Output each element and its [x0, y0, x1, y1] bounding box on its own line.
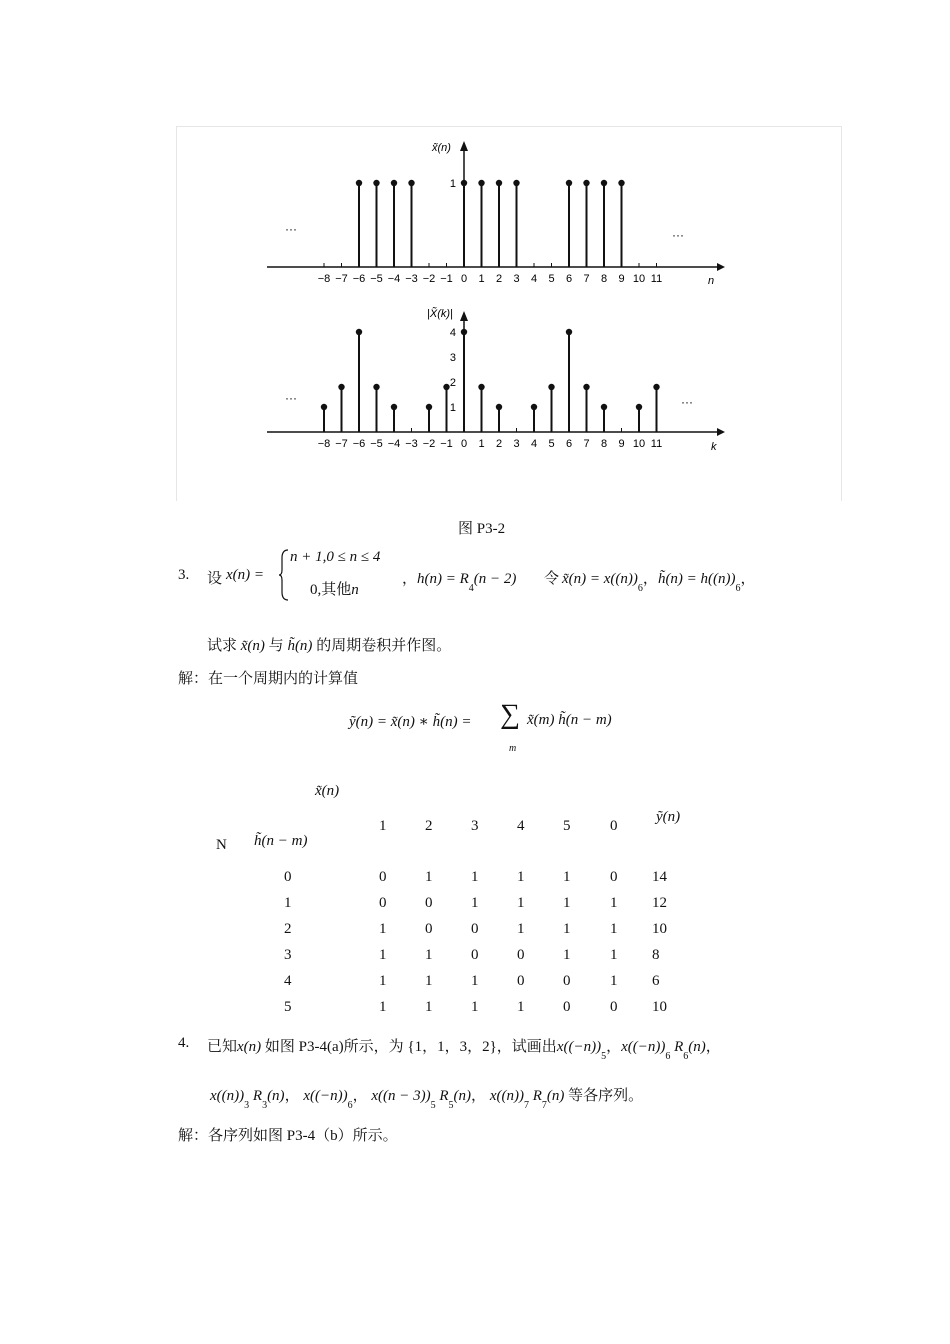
top-tick-label-3: −5	[370, 273, 383, 285]
p4-e6t: (n)	[546, 1088, 565, 1104]
top-stem-dot-10	[601, 180, 607, 186]
bottom-xlabel: k	[711, 441, 717, 453]
bot-tick-label-6: −2	[422, 438, 436, 450]
xt-def: x̃(n) = x((n))	[562, 571, 638, 587]
ask-x: x̃(n)	[240, 638, 265, 654]
top-stem-dot-3	[408, 180, 414, 186]
bot-stem-dot-12	[566, 329, 572, 335]
bot-tick-label-12: 4	[530, 438, 538, 450]
problem3-xt-def: x̃(n) = $x((n))_6$，h̃(n) = $h((n))_6$，	[562, 571, 756, 594]
p4-e5r: R	[439, 1088, 449, 1104]
top-stem-dot-1	[373, 180, 379, 186]
h-cell: 1	[471, 973, 479, 989]
top-tick-label-11: 3	[513, 273, 520, 285]
h-cell: 1	[610, 921, 618, 937]
h-cell: 1	[610, 947, 618, 963]
problem4-solution: 解：各序列如图 P3-4（b）所示。	[178, 1128, 398, 1144]
bot-stem-dot-13	[583, 384, 589, 390]
h-cell: 1	[563, 921, 571, 937]
row-index: 5	[284, 999, 292, 1015]
bottom-ellipsis-right: ···	[681, 395, 693, 409]
figure-caption: 图 P3-2	[458, 521, 506, 537]
p4-e2t: (n)	[688, 1039, 706, 1055]
piecewise-case2-text: 0,其他	[310, 582, 352, 598]
top-tick-label-19: 11	[650, 273, 663, 285]
top-tick-label-17: 9	[618, 273, 625, 285]
top-stem-dot-9	[583, 180, 589, 186]
p4-tail: 等各序列。	[568, 1088, 644, 1104]
h-cell: 0	[610, 869, 618, 885]
bot-tick-label-17: 9	[618, 438, 625, 450]
p4-e3s: 3	[244, 1100, 250, 1111]
bot-tick-label-11: 3	[513, 438, 520, 450]
h-cell: 0	[425, 921, 433, 937]
header-N: N	[216, 837, 227, 853]
top-stem-dot-7	[513, 180, 519, 186]
y-value: 8	[652, 947, 660, 963]
h-cell: 0	[471, 921, 479, 937]
p4-e5t: (n)	[453, 1088, 472, 1104]
solution-label: 解：在一个周期内的计算值	[178, 671, 359, 687]
sigma-icon: ∑	[500, 699, 520, 730]
p4-text1: 已知	[207, 1039, 238, 1055]
problem4-line2: $x((n))_3$ $R_3(n)$， $x((-n))_6$， $x((n - 3))_5$ $R_5(n)$， $x((n))_7$ $R_7(n)$ 等各序列。	[210, 1088, 644, 1111]
bot-ytick-label-2: 3	[449, 352, 456, 364]
piecewise-brace	[278, 548, 290, 602]
bot-tick-label-16: 8	[600, 438, 608, 450]
p4-e5s: 5	[430, 1100, 436, 1111]
top-tick-label-6: −2	[422, 273, 436, 285]
row-index: 0	[284, 869, 292, 885]
top-tick-label-18: 10	[632, 273, 646, 285]
problem3-h-def: ，$h(n) = R_4(n - 2)$	[402, 571, 517, 594]
bot-stem-dot-0	[321, 404, 327, 410]
h-cell: 0	[425, 895, 433, 911]
problem3-number: 3.	[178, 567, 190, 583]
bot-stem-dot-8	[478, 384, 484, 390]
top-tick-label-15: 7	[583, 273, 590, 285]
p4-e6rs: 7	[541, 1100, 547, 1111]
y-value: 12	[652, 895, 667, 911]
bot-tick-label-7: −1	[440, 438, 453, 450]
h-cell: 1	[517, 895, 525, 911]
p4-e5: x((n − 3))	[371, 1088, 431, 1104]
stem-plots	[177, 127, 841, 501]
bot-tick-label-10: 2	[495, 438, 503, 450]
p4-e2r: R	[674, 1039, 684, 1055]
p4-e3rs: 3	[262, 1100, 268, 1111]
h-cell: 1	[517, 869, 525, 885]
top-tick-label-16: 8	[600, 273, 608, 285]
problem3-ling: 令	[544, 571, 560, 587]
h-cell: 1	[425, 869, 433, 885]
top-stem-dot-8	[566, 180, 572, 186]
header-x: x̃(n)	[315, 783, 340, 799]
y-value: 10	[652, 921, 667, 937]
x-value-3: 4	[517, 818, 525, 834]
row-index: 4	[284, 973, 292, 989]
top-stem-dot-11	[618, 180, 624, 186]
top-stem-dot-2	[391, 180, 397, 186]
h-cell: 1	[563, 947, 571, 963]
bot-stem-dot-10	[531, 404, 537, 410]
header-y: ỹ(n)	[656, 809, 681, 825]
top-tick-label-7: −1	[440, 273, 453, 285]
problem3-ask	[207, 634, 451, 655]
ask-mid: 与	[268, 638, 284, 654]
ht-def: h̃(n) = h((n))	[657, 571, 736, 587]
row-index: 2	[284, 921, 292, 937]
bot-tick-label-1: −7	[335, 438, 348, 450]
bot-tick-label-8: 0	[460, 438, 468, 450]
top-tick-label-5: −3	[405, 273, 418, 285]
bottom-x-arrow-icon	[717, 428, 725, 436]
h-cell: 1	[610, 895, 618, 911]
bot-stem-dot-3	[373, 384, 379, 390]
bot-ytick-label-3: 4	[449, 327, 456, 339]
top-x-arrow-icon	[717, 263, 725, 271]
p4-e1s: 5	[601, 1051, 607, 1062]
x-value-5: 0	[610, 818, 618, 834]
piecewise-case2	[310, 578, 359, 599]
top-tick-label-9: 1	[478, 273, 485, 285]
problem4-line1: 已知x(n) 如图 P3-4(a)所示，为 {1，1，3，2}，试画出$x((-n))_5$，$x((-n))_6$ $R_6(n)$，	[207, 1039, 721, 1062]
bot-tick-label-5: −3	[405, 438, 418, 450]
top-ylabel: x̃(n)	[432, 142, 451, 154]
h-cell: 1	[425, 973, 433, 989]
h-cell: 1	[563, 895, 571, 911]
bottom-ylabel: |X̃(k)|	[427, 308, 453, 320]
h-cell: 1	[610, 973, 618, 989]
convolution-rhs: x̃(m) h̃(n − m)	[527, 712, 612, 728]
top-ellipsis-right: ···	[672, 228, 684, 242]
bot-ytick-label-1: 2	[449, 377, 456, 389]
h-arg: (n − 2)	[473, 571, 517, 587]
bot-stem-dot-14	[601, 404, 607, 410]
bot-tick-label-4: −4	[387, 438, 401, 450]
p4-e2s: 6	[665, 1051, 671, 1062]
top-tick-label-13: 5	[548, 273, 555, 285]
x-value-4: 5	[563, 818, 571, 834]
sigma-sub: m	[509, 743, 517, 754]
bot-stem-dot-16	[653, 384, 659, 390]
bot-tick-label-15: 7	[583, 438, 590, 450]
p4-e3t: (n)	[267, 1088, 285, 1104]
bot-stem-dot-11	[548, 384, 554, 390]
bot-stem-dot-15	[636, 404, 642, 410]
top-ellipsis-left: ···	[285, 222, 297, 236]
top-tick-label-10: 2	[495, 273, 503, 285]
problem3-set: 设	[207, 571, 223, 587]
header-h: h̃(n − m)	[254, 833, 308, 849]
p4-e4: x((−n))	[303, 1088, 348, 1104]
p4-text2: 如图 P3-4(a)所示，为 {1，1，3，2}，试画出	[264, 1039, 557, 1055]
top-tick-label-4: −4	[387, 273, 401, 285]
top-tick-label-0: −8	[317, 273, 331, 285]
h-cell: 0	[610, 999, 618, 1015]
h-cell: 0	[563, 973, 571, 989]
top-tick-label-14: 6	[565, 273, 573, 285]
h-cell: 0	[471, 947, 479, 963]
p4-e4s: 6	[347, 1100, 353, 1111]
h-cell: 0	[563, 999, 571, 1015]
h-cell: 1	[425, 947, 433, 963]
h-cell: 1	[379, 999, 387, 1015]
h-cell: 0	[517, 947, 525, 963]
bot-tick-label-0: −8	[317, 438, 331, 450]
h-cell: 1	[471, 869, 479, 885]
p4-e6r: R	[532, 1088, 542, 1104]
h-cell: 1	[471, 999, 479, 1015]
row-index: 1	[284, 895, 292, 911]
p4-sep1: ，	[606, 1039, 622, 1055]
bot-stem-dot-2	[356, 329, 362, 335]
top-stem-dot-6	[496, 180, 502, 186]
top-stem-dot-0	[356, 180, 362, 186]
top-xlabel: n	[708, 275, 715, 287]
x-value-1: 2	[425, 818, 433, 834]
top-stem-dot-4	[461, 180, 467, 186]
p4-e6: x((n))	[489, 1088, 524, 1104]
problem4-number: 4.	[178, 1035, 190, 1051]
h-cell: 1	[425, 999, 433, 1015]
h-def: h(n) = R	[417, 571, 469, 587]
top-ytick-label-0: 1	[449, 178, 456, 190]
p4-x: x(n)	[237, 1039, 262, 1055]
top-tick-label-1: −7	[335, 273, 348, 285]
h-cell: 0	[379, 869, 387, 885]
bot-stem-dot-7	[461, 329, 467, 335]
h-cell: 1	[563, 869, 571, 885]
bot-stem-dot-6	[443, 384, 449, 390]
bot-tick-label-19: 11	[650, 438, 663, 450]
p4-e6s: 7	[523, 1100, 529, 1111]
p4-e5rs: 5	[448, 1100, 454, 1111]
h-cell: 0	[517, 973, 525, 989]
bot-stem-dot-1	[338, 384, 344, 390]
y-value: 6	[652, 973, 660, 989]
y-value: 10	[652, 999, 667, 1015]
ht-sub: 6	[735, 583, 741, 594]
bottom-y-arrow-icon	[460, 311, 468, 321]
bot-ytick-label-0: 1	[449, 402, 456, 414]
ask-suffix: 的周期卷积并作图。	[316, 638, 452, 654]
h-cell: 1	[379, 973, 387, 989]
h-cell: 1	[379, 947, 387, 963]
bot-stem-dot-9	[496, 404, 502, 410]
x-value-2: 3	[471, 818, 479, 834]
bot-tick-label-3: −5	[370, 438, 383, 450]
top-y-arrow-icon	[460, 141, 468, 151]
figure-p3-2	[176, 126, 842, 501]
bot-tick-label-9: 1	[478, 438, 485, 450]
bot-tick-label-2: −6	[352, 438, 366, 450]
bot-stem-dot-4	[391, 404, 397, 410]
ask-h: h̃(n)	[287, 638, 313, 654]
piecewise-case2-var: n	[351, 582, 359, 598]
h-cell: 1	[471, 895, 479, 911]
p4-e1: x((−n))	[556, 1039, 602, 1055]
xt-sub: 6	[637, 583, 643, 594]
h-sub: 4	[468, 583, 474, 594]
row-index: 3	[284, 947, 292, 963]
top-tick-label-8: 0	[460, 273, 468, 285]
top-tick-label-2: −6	[352, 273, 366, 285]
bottom-stem-plot	[267, 307, 725, 453]
h-cell: 1	[517, 921, 525, 937]
h-cell: 0	[379, 895, 387, 911]
bottom-ellipsis-left: ···	[285, 391, 297, 405]
bot-stem-dot-5	[426, 404, 432, 410]
bot-tick-label-13: 5	[548, 438, 555, 450]
top-tick-label-12: 4	[530, 273, 538, 285]
h-cell: 1	[379, 921, 387, 937]
convolution-formula: ỹ(n) = x̃(n) ∗ h̃(n) =	[349, 714, 472, 730]
p4-e3r: R	[252, 1088, 263, 1104]
h-cell: 1	[517, 999, 525, 1015]
p4-e2rs: 6	[683, 1051, 689, 1062]
bot-tick-label-18: 10	[632, 438, 646, 450]
p4-e3: x((n))	[210, 1088, 245, 1104]
top-stem-dot-5	[478, 180, 484, 186]
piecewise-case1: n + 1,0 ≤ n ≤ 4	[290, 549, 381, 565]
ask-prefix: 试求	[207, 638, 238, 654]
top-stem-plot	[267, 141, 725, 287]
y-value: 14	[652, 869, 667, 885]
x-value-0: 1	[379, 818, 387, 834]
bot-tick-label-14: 6	[565, 438, 573, 450]
problem3-x-lhs: x(n) =	[226, 567, 265, 583]
p4-e2: x((−n))	[621, 1039, 666, 1055]
